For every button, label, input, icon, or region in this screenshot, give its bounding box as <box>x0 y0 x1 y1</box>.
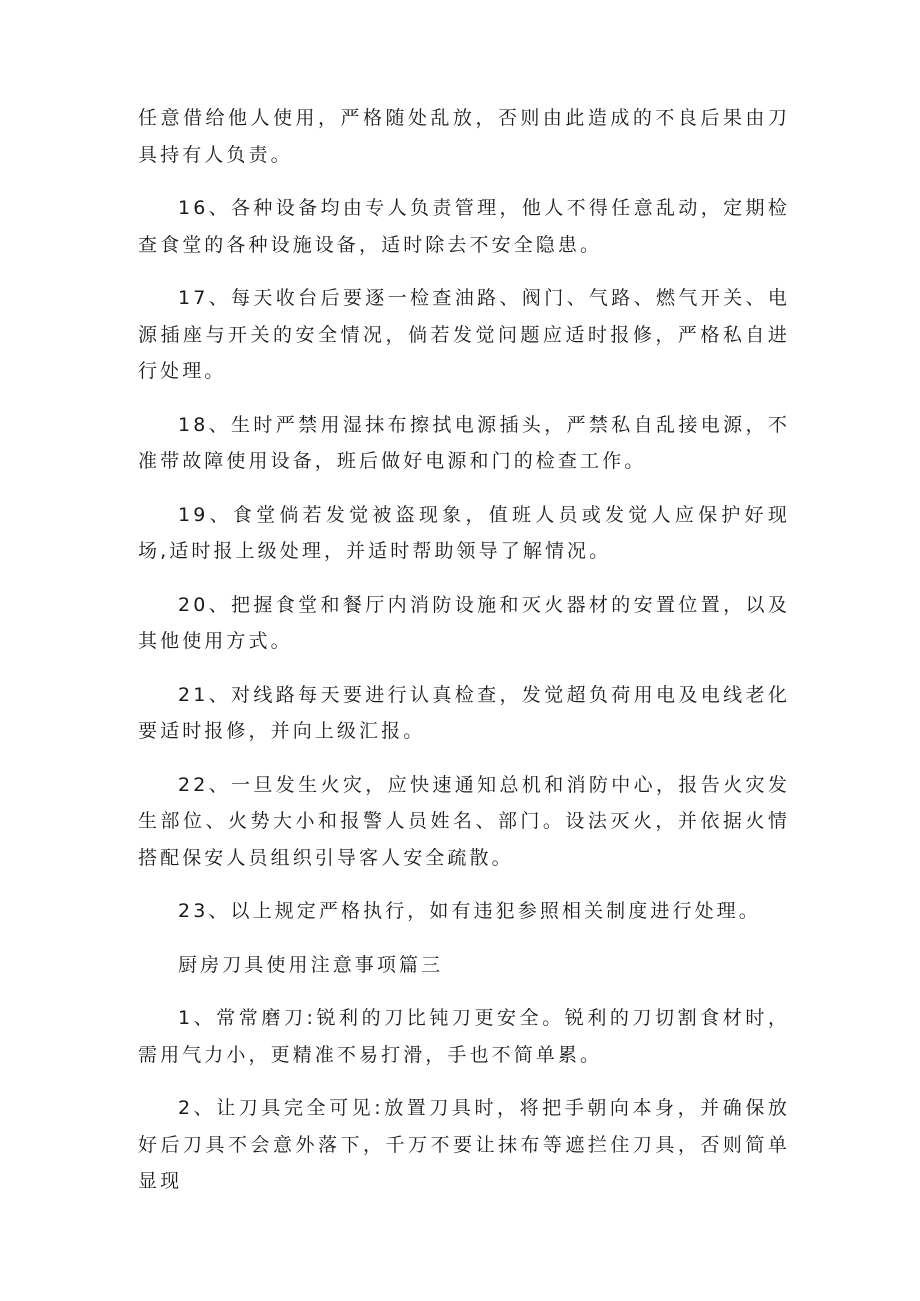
paragraph-item-22: 22、一旦发生火灾，应快速通知总机和消防中心，报告火灾发生部位、火势大小和报警人员姓名、部门。设法灭火，并依据火情搭配保安人员组织引导客人安全疏散。 <box>138 773 790 869</box>
paragraph-item-16: 16、各种设备均由专人负责管理，他人不得任意乱动，定期检查食堂的各种设施设备，适时除去不安全隐患。 <box>138 197 790 256</box>
paragraph-item-17: 17、每天收台后要逐一检查油路、阀门、气路、燃气开关、电源插座与开关的安全情况，倘若发觉问题应适时报修，严格私自进行处理。 <box>138 287 790 382</box>
paragraph-item-23: 23、以上规定严格执行，如有违犯参照相关制度进行处理。 <box>178 900 761 922</box>
paragraph-item-20: 20、把握食堂和餐厅内消防设施和灭火器材的安置位置，以及其他使用方式。 <box>138 593 790 652</box>
paragraph-item-1: 1、常常磨刀:锐利的刀比钝刀更安全。锐利的刀切割食材时，需用气力小，更精准不易打滑，手也不简单累。 <box>138 1007 790 1066</box>
paragraph-item-18: 18、生时严禁用湿抹布擦拭电源插头，严禁私自乱接电源，不准带故障使用设备，班后做好电源和门的检查工作。 <box>138 413 790 472</box>
paragraph-continued: 任意借给他人使用，严格随处乱放，否则由此造成的不良后果由刀具持有人负责。 <box>138 107 790 166</box>
section-heading: 厨房刀具使用注意事项篇三 <box>178 953 444 976</box>
paragraph-item-21: 21、对线路每天要进行认真检查，发觉超负荷用电及电线老化要适时报修，并向上级汇报。 <box>138 683 790 742</box>
document-body <box>138 100 790 1217</box>
paragraph-item-19: 19、食堂倘若发觉被盗现象，值班人员或发觉人应保护好现场,适时报上级处理，并适时帮助领导了解情况。 <box>138 503 790 562</box>
paragraph-item-2: 2、让刀具完全可见:放置刀具时，将把手朝向本身，并确保放好后刀具不会意外落下，千万不要让抹布等遮拦住刀具，否则简单显现 <box>138 1097 790 1192</box>
